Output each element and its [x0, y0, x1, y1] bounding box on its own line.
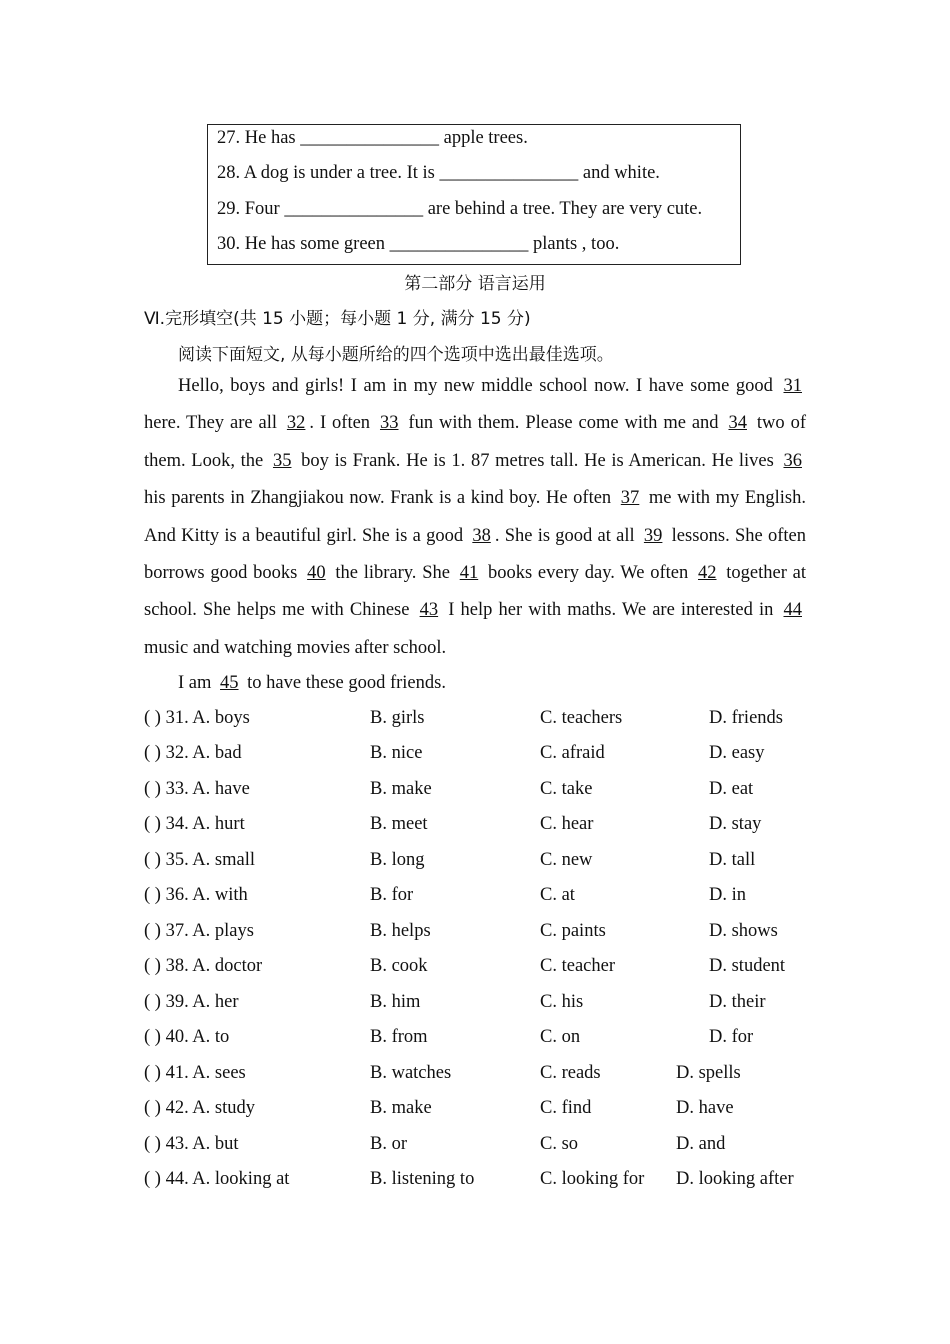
passage-text: fun with them. Please come with me and [402, 413, 725, 434]
question-row [144, 1134, 844, 1158]
fill-line-30: 30. He has some green _______________ plants , too. [217, 234, 620, 254]
option-c: C. afraid [540, 743, 605, 763]
question-row [144, 708, 844, 732]
blank-37: 37 [620, 488, 640, 509]
passage-paragraph-2 [178, 673, 446, 694]
option-d: D. friends [709, 708, 783, 728]
blank-35: 35 [272, 450, 292, 471]
fill-in-box [207, 124, 741, 265]
passage-text: his parents in Zhangjiakou now. Frank is a kind boy. He often [144, 488, 617, 509]
option-d: D. shows [709, 921, 778, 941]
option-c: C. take [540, 779, 593, 799]
option-d: D. spells [676, 1063, 741, 1083]
section-instruction: 阅读下面短文, 从每小题所给的四个选项中选出最佳选项。 [178, 345, 614, 365]
option-b: B. cook [370, 956, 428, 976]
question-row [144, 814, 844, 838]
passage-text: boy is Frank. He is 1. 87 metres tall. He is American. He lives [295, 450, 780, 471]
option-b: B. for [370, 885, 414, 905]
option-d: D. looking after [676, 1169, 794, 1189]
passage-text: . I often [309, 413, 376, 434]
option-b: B. listening to [370, 1169, 475, 1189]
option-d: D. tall [709, 850, 756, 870]
question-row [144, 1027, 844, 1051]
option-c: C. reads [540, 1063, 601, 1083]
option-c: C. his [540, 992, 584, 1012]
option-d: D. eat [709, 779, 754, 799]
option-b: B. make [370, 1098, 432, 1118]
option-b: B. or [370, 1134, 407, 1154]
option-d: D. stay [709, 814, 762, 834]
question-number-option-a: ( ) 34. A. hurt [144, 814, 245, 834]
option-d: D. student [709, 956, 786, 976]
option-c: C. on [540, 1027, 581, 1047]
option-d: D. have [676, 1098, 734, 1118]
passage-text: . She is good at all [494, 525, 640, 546]
option-c: C. teacher [540, 956, 615, 976]
passage-text: Hello, boys and girls! I am in my new middle school now. I have some good [178, 376, 780, 396]
question-number-option-a: ( ) 35. A. small [144, 850, 255, 870]
option-d: D. and [676, 1134, 726, 1154]
question-row [144, 1063, 844, 1087]
option-b: B. girls [370, 708, 425, 728]
passage-text: together at school. She helps me with Chinese [144, 563, 806, 621]
blank-45: 45 [220, 673, 239, 693]
question-number-option-a: ( ) 37. A. plays [144, 921, 254, 941]
question-row [144, 992, 844, 1016]
passage-text: lessons. She often borrows good books [144, 525, 806, 584]
option-d: D. easy [709, 743, 765, 763]
option-c: C. hear [540, 814, 594, 834]
fill-line-29: 29. Four _______________ are behind a tree. They are very cute. [217, 199, 703, 219]
question-row [144, 885, 844, 909]
passage-text: books every day. We often [482, 563, 695, 584]
question-row [144, 1098, 844, 1122]
blank-39: 39 [643, 525, 663, 546]
option-c: C. paints [540, 921, 606, 941]
blank-36: 36 [783, 450, 802, 471]
option-d: D. for [709, 1027, 754, 1047]
passage-text: I help her with maths. We are interested in [442, 600, 780, 621]
question-row [144, 956, 844, 980]
option-c: C. teachers [540, 708, 623, 728]
blank-31: 31 [783, 376, 802, 396]
passage-text: I am [178, 673, 217, 693]
option-b: B. him [370, 992, 421, 1012]
question-row [144, 850, 844, 874]
option-b: B. meet [370, 814, 428, 834]
passage-text: two of them. Look, the [144, 413, 806, 471]
question-number-option-a: ( ) 43. A. but [144, 1134, 239, 1154]
option-c: C. new [540, 850, 593, 870]
question-number-option-a: ( ) 33. A. have [144, 779, 250, 799]
question-number-option-a: ( ) 41. A. sees [144, 1063, 246, 1083]
option-b: B. long [370, 850, 425, 870]
question-row [144, 921, 844, 945]
blank-32: 32 [286, 413, 306, 434]
option-c: C. looking for [540, 1169, 645, 1189]
question-number-option-a: ( ) 36. A. with [144, 885, 248, 905]
option-c: C. find [540, 1098, 592, 1118]
question-number-option-a: ( ) 38. A. doctor [144, 956, 263, 976]
blank-44: 44 [783, 600, 802, 621]
question-number-option-a: ( ) 42. A. study [144, 1098, 255, 1118]
passage-text: the library. She [329, 563, 456, 584]
option-b: B. helps [370, 921, 431, 941]
section-heading: Ⅵ.完形填空(共 15 小题；每小题 1 分, 满分 15 分) [144, 309, 531, 329]
question-row [144, 1169, 844, 1193]
question-row [144, 743, 844, 767]
passage-text: here. They are all [144, 413, 283, 434]
option-d: D. their [709, 992, 766, 1012]
blank-40: 40 [307, 563, 326, 584]
blank-34: 34 [728, 413, 747, 434]
question-number-option-a: ( ) 40. A. to [144, 1027, 230, 1047]
blank-41: 41 [459, 563, 479, 584]
option-b: B. watches [370, 1063, 452, 1083]
blank-38: 38 [472, 525, 491, 546]
blank-33: 33 [379, 413, 399, 434]
passage-text: me with my English. And Kitty is a beautiful girl. She is a good [144, 488, 806, 546]
passage-text: music and watching movies after school. [144, 637, 447, 658]
question-row [144, 779, 844, 803]
option-b: B. from [370, 1027, 428, 1047]
passage-text: to have these good friends. [242, 673, 446, 693]
option-b: B. make [370, 779, 432, 799]
fill-line-28: 28. A dog is under a tree. It is _______________ and white. [217, 163, 660, 183]
question-number-option-a: ( ) 44. A. looking at [144, 1169, 290, 1189]
question-number-option-a: ( ) 32. A. bad [144, 743, 242, 763]
blank-43: 43 [419, 600, 439, 621]
question-number-option-a: ( ) 39. A. her [144, 992, 239, 1012]
question-number-option-a: ( ) 31. A. boys [144, 708, 250, 728]
part-title: 第二部分 语言运用 [404, 274, 546, 294]
option-d: D. in [709, 885, 746, 905]
blank-42: 42 [698, 563, 717, 584]
option-c: C. at [540, 885, 575, 905]
option-b: B. nice [370, 743, 423, 763]
option-c: C. so [540, 1134, 579, 1154]
fill-line-27: 27. He has _______________ apple trees. [217, 128, 528, 148]
passage-paragraph-1 [144, 368, 806, 667]
